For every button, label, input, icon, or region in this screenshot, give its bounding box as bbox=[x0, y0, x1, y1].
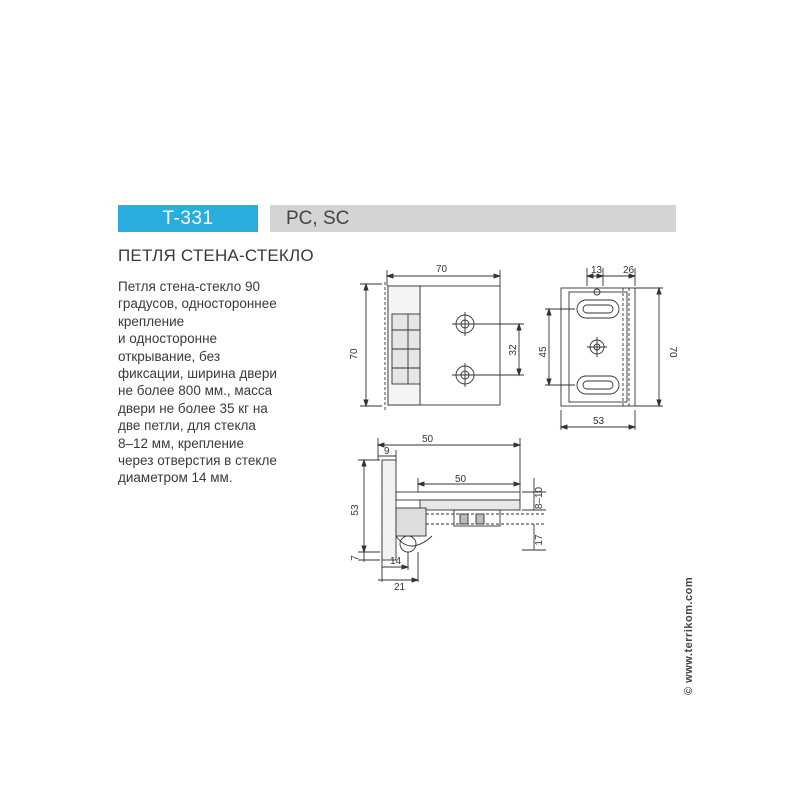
dim-7: 7 bbox=[350, 555, 361, 561]
dim-height-70: 70 bbox=[349, 348, 360, 360]
dim-70-side: 70 bbox=[667, 346, 678, 358]
copyright-watermark: © www.terrikom.com bbox=[683, 576, 695, 695]
description-line: двери не более 35 кг на bbox=[118, 400, 268, 416]
description-line: фиксации, ширина двери bbox=[118, 366, 277, 382]
product-description bbox=[118, 278, 318, 487]
dim-53-top: 53 bbox=[350, 504, 361, 516]
dim-45: 45 bbox=[538, 346, 549, 358]
dim-17: 17 bbox=[534, 534, 545, 546]
description-line: Петля стена-стекло 90 bbox=[118, 279, 260, 294]
description-line: две петли, для стекла bbox=[118, 418, 256, 434]
product-code-badge: T-331 bbox=[118, 205, 258, 232]
top-view-drawing bbox=[350, 432, 550, 592]
description-line: 8–12 мм, крепление bbox=[118, 435, 244, 451]
description-line: крепление bbox=[118, 313, 185, 329]
dim-width-70: 70 bbox=[436, 264, 448, 275]
description-line: диаметром 14 мм. bbox=[118, 470, 233, 486]
description-line: открывание, без bbox=[118, 348, 221, 364]
dim-hole-32: 32 bbox=[508, 344, 519, 356]
dim-9: 9 bbox=[384, 446, 390, 457]
dim-glass-8-10: 8–10 bbox=[534, 486, 545, 510]
side-view-drawing bbox=[535, 262, 678, 432]
description-line: не более 800 мм., масса bbox=[118, 383, 273, 399]
dim-26: 26 bbox=[623, 265, 635, 276]
finish-options: PC, SC bbox=[270, 205, 676, 232]
dim-top-50: 50 bbox=[422, 434, 434, 445]
dim-21: 21 bbox=[394, 582, 406, 593]
description-line: и одностороннe bbox=[118, 331, 218, 347]
description-line: через отверстия в стекле bbox=[118, 453, 277, 469]
description-line: градусов, одностороннее bbox=[118, 296, 277, 312]
front-view-drawing bbox=[349, 262, 532, 422]
dim-14: 14 bbox=[390, 556, 402, 567]
dim-53-side: 53 bbox=[593, 416, 605, 427]
product-title: ПЕТЛЯ СТЕНА-СТЕКЛО bbox=[118, 246, 314, 265]
dim-inner-50: 50 bbox=[455, 474, 467, 485]
dim-13: 13 bbox=[591, 265, 603, 276]
